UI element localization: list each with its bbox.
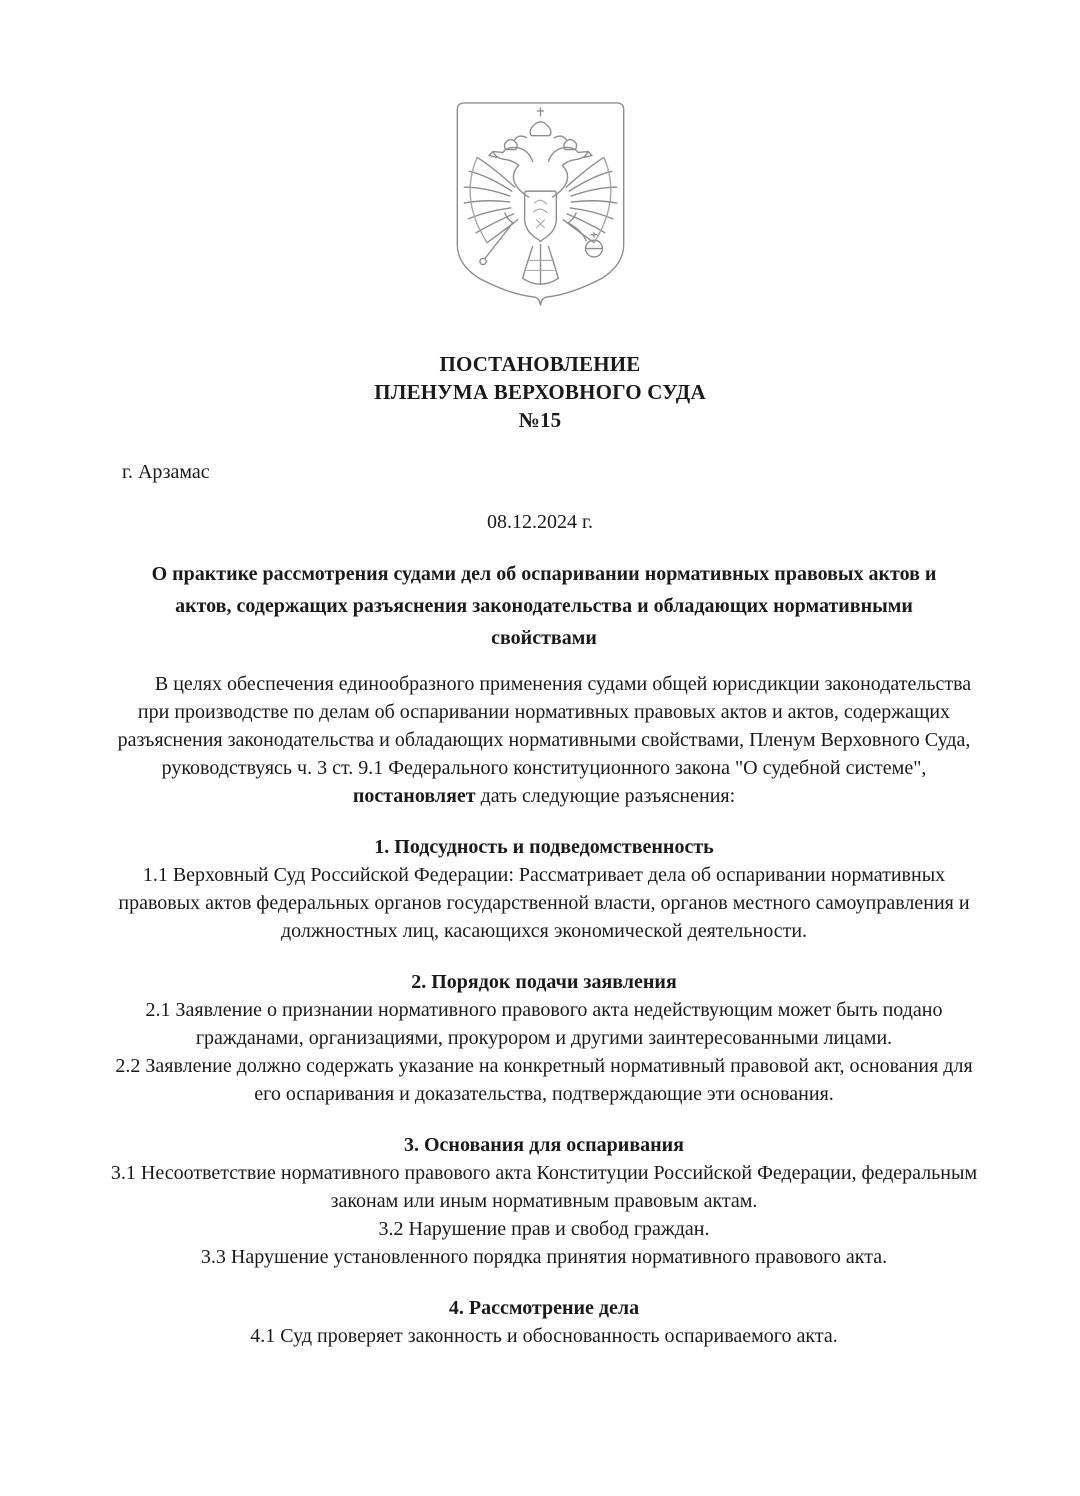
section-item: 4.1 Суд проверяет законность и обоснованность оспариваемого акта. [250,1325,838,1347]
coat-of-arms [449,100,632,308]
double-headed-eagle-icon [449,100,632,308]
section-item: 2.1 Заявление о признании нормативного правового акта недействующим может быть подано гражданами, организациями, прокурором и другими заинтересованными лицами. [145,999,943,1049]
preamble-bold-word: постановляет [352,785,476,807]
section [100,1294,988,1350]
document-header [0,350,1080,434]
date-label: 08.12.2024 г. [487,511,593,533]
section-title: 1. Подсудность и подведомственность [374,836,714,858]
section-title: 4. Рассмотрение дела [448,1297,640,1319]
preamble-text-after: дать следующие разъяснения: [475,785,736,807]
section-item: 1.1 Верховный Суд Российской Федерации: Рассматривает дела об оспаривании нормативных правовых актов федеральных органов государственной власти, органов местного самоуправления и должностных лиц, касающихся экономической деятельности. [118,864,970,942]
sections-container [100,833,988,1350]
section-item: 2.2 Заявление должно содержать указание на конкретный нормативный правовой акт, основания для его оспаривания и доказательства, подтверждающие эти основания. [115,1055,973,1105]
section-item: 3.1 Несоответствие нормативного правового акта Конституции Российской Федерации, федеральным законам или иным нормативным правовым актам. [110,1162,978,1212]
section-item: 3.2 Нарушение прав и свобод граждан. [378,1218,710,1240]
document-body [100,558,988,1350]
section [100,1131,988,1271]
section-title: 2. Порядок подачи заявления [411,971,677,993]
subject-title: О практике рассмотрения судами дел об оспаривании нормативных правовых актов и актов, содержащих разъяснения законодательства и обладающих нормативными свойствами [151,563,937,649]
section-title: 3. Основания для оспаривания [404,1134,684,1156]
doc-issuer-title: ПЛЕНУМА ВЕРХОВНОГО СУДА [374,380,706,404]
section-item: 3.3 Нарушение установленного порядка принятия нормативного правового акта. [200,1246,888,1268]
preamble-text-before: В целях обеспечения единообразного применения судами общей юрисдикции законодательства при производстве по делам об оспаривании нормативных правовых актов и актов, содержащих разъяснения законодательства и обладающих нормативными свойствами, Пленум Верховного Суда, руководствуясь ч. 3 ст. 9.1 Федерального конституционного закона "О судебной системе", [117,673,972,779]
section [100,833,988,945]
doc-type-title: ПОСТАНОВЛЕНИЕ [439,352,641,376]
preamble-paragraph [100,670,988,810]
doc-number: №15 [518,408,562,432]
section [100,968,988,1108]
city-label: г. Арзамас [122,461,210,483]
